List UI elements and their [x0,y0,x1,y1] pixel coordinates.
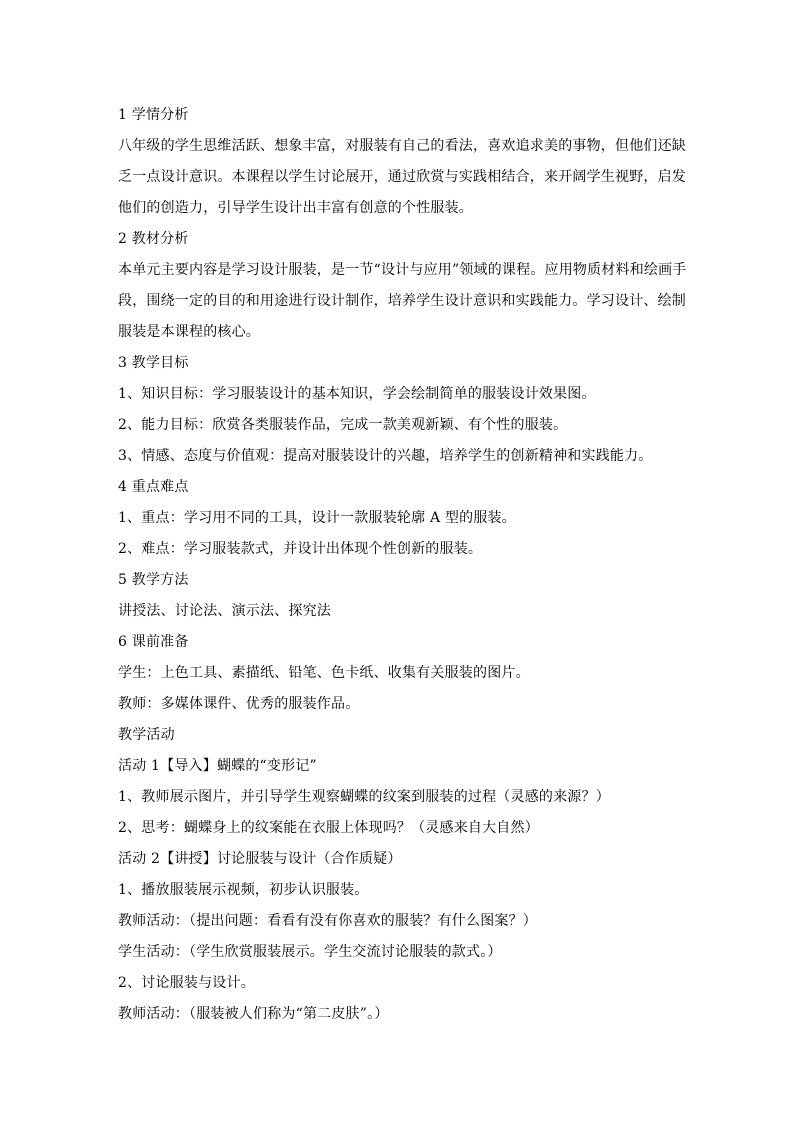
key-point-item: 1、重点：学习用不同的工具，设计一款服装轮廓 A 型的服装。 [118,510,516,526]
section-title-teaching-methods: 5 教学方法 [118,572,189,588]
activity-item: 教师活动：（提出问题：看看有没有你喜欢的服装？有什么图案？） [118,913,537,929]
section-title-key-difficulties: 4 重点难点 [118,479,189,495]
objective-item: 1、知识目标：学习服装设计的基本知识，学会绘制简单的服装设计效果图。 [118,386,596,402]
section-title-activities: 教学活动 [118,727,175,743]
activity-2-title: 活动 2【讲授】讨论服装与设计（合作质疑） [118,851,402,867]
activity-item: 教师活动：（服装被人们称为“第二皮肤”。） [118,1006,389,1022]
activity-item: 2、思考：蝴蝶身上的纹案能在衣服上体现吗？（灵感来自大自然） [118,820,539,836]
teaching-methods-text: 讲授法、讨论法、演示法、探究法 [118,603,331,619]
objective-item: 2、能力目标：欣赏各类服装作品，完成一款美观新颖、有个性的服装。 [118,417,568,433]
document-page [118,100,687,1030]
text-line: 段，围绕一定的目的和用途进行设计制作，培养学生设计意识和实践能力。学习设计、绘制 [118,293,686,309]
text-line: 服装是本课程的核心。 [118,324,260,340]
paragraph-learner-analysis [118,131,686,224]
activity-item: 学生活动：（学生欣赏服装展示。学生交流讨论服装的款式。） [118,944,502,960]
paragraph-textbook-analysis [118,255,687,348]
activity-1-title: 活动 1【导入】蝴蝶的“变形记” [118,758,317,774]
key-point-item: 2、难点：学习服装款式，并设计出体现个性创新的服装。 [118,541,483,557]
activity-item: 2、讨论服装与设计。 [118,975,255,991]
text-line: 他们的创造力，引导学生设计出丰富有创意的个性服装。 [118,200,473,216]
preparation-item: 教师：多媒体课件、优秀的服装作品。 [118,696,360,712]
objective-item: 3、情感、态度与价值观：提高对服装设计的兴趣，培养学生的创新精神和实践能力。 [118,448,653,464]
section-title-textbook-analysis: 2 教材分析 [118,231,189,247]
section-title-teaching-objectives: 3 教学目标 [118,355,189,371]
text-line: 乏一点设计意识。本课程以学生讨论展开，通过欣赏与实践相结合，来开阔学生视野，启发 [118,169,686,185]
preparation-item: 学生：上色工具、素描纸、铅笔、色卡纸、收集有关服装的图片。 [118,665,530,681]
activity-item: 1、教师展示图片，并引导学生观察蝴蝶的纹案到服装的过程（灵感的来源？） [118,789,610,805]
text-line: 八年级的学生思维活跃、想象丰富，对服装有自己的看法，喜欢追求美的事物，但他们还缺 [118,138,686,154]
activity-item: 1、播放服装展示视频，初步认识服装。 [118,882,369,898]
section-title-preparation: 6 课前准备 [118,634,189,650]
text-line: 本单元主要内容是学习设计服装，是一节“设计与应用”领域的课程。应用物质材料和绘画手 [118,262,687,278]
section-title-learner-analysis: 1 学情分析 [118,107,189,123]
